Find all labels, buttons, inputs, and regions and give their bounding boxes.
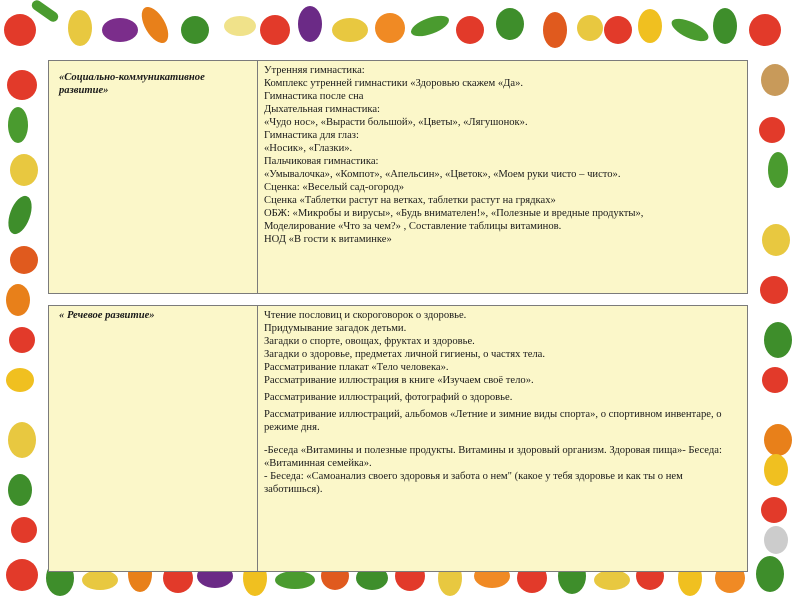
section-social-communicative: [48, 60, 748, 294]
content-line: Придумывание загадок детьми.: [264, 323, 407, 334]
table-row: [49, 306, 748, 572]
content-line: Сценка «Таблетки растут на ветках, таблетки растут на грядках»: [264, 195, 556, 206]
content-line: Моделирование «Что за чем?» , Составление таблицы витаминов.: [264, 221, 562, 232]
content-line: Пальчиковая гимнастика:: [264, 156, 379, 167]
content-line: Чтение пословиц и скороговорок о здоровье.: [264, 310, 467, 321]
content-line: Утренняя гимнастика:: [264, 65, 365, 76]
content-line: Комплекс утренней гимнастики «Здоровью скажем «Да».: [264, 78, 524, 89]
section-title: «Социально-коммуникативное развитие»: [49, 61, 258, 294]
content-line: -Беседа «Витамины и полезные продукты. Витамины и здоровый организм. Здоровая пища»- Беседа: «Витаминная семейка».: [264, 445, 722, 469]
content-line: Гимнастика для глаз:: [264, 130, 359, 141]
left-vegetables-icon: [4, 70, 38, 543]
content-line: Рассматривание иллюстрация в книге «Изучаем своё тело».: [264, 375, 534, 386]
table-row: [49, 61, 748, 294]
content-line: Рассматривание плакат «Тело человека».: [264, 362, 449, 373]
content-line: ОБЖ: «Микробы и вирусы», «Будь внимателен!», «Полезные и вредные продукты»,: [264, 208, 644, 219]
section-content: [258, 306, 748, 572]
content-line: Гимнастика после сна: [264, 91, 364, 102]
content-line: Дыхательная гимнастика:: [264, 104, 380, 115]
right-vegetables-icon: [759, 64, 792, 554]
section-content: [258, 61, 748, 294]
content-line: НОД «В гости к витаминке»: [264, 234, 392, 245]
content-line: Сценка: «Веселый сад-огород»: [264, 182, 405, 193]
content-line: «Чудо нос», «Вырасти большой», «Цветы», «Лягушонок».: [264, 117, 528, 128]
content-line: «Умывалочка», «Компот», «Апельсин», «Цветок», «Моем руки чисто – чисто».: [264, 169, 621, 180]
content-line: - Беседа: «Самоанализ своего здоровья и забота о нем" (какое у тебя здоровье и как ты о нем заботишься).: [264, 471, 683, 495]
content-line: «Носик», «Глазки».: [264, 143, 353, 154]
content-line: Рассматривание иллюстраций, альбомов «Летние и зимние виды спорта», о спортивном инвентаре, о режиме дня.: [264, 409, 722, 433]
content-line: Загадки о здоровье, предметах личной гигиены, о частях тела.: [264, 349, 546, 360]
content-line: Загадки о спорте, овощах, фруктах и здоровье.: [264, 336, 475, 347]
content-line: Рассматривание иллюстраций, фотографий о здоровье.: [264, 392, 513, 403]
section-speech-development: [48, 305, 748, 572]
top-vegetables-icon: [4, 0, 781, 48]
section-title: « Речевое развитие»: [49, 306, 258, 572]
